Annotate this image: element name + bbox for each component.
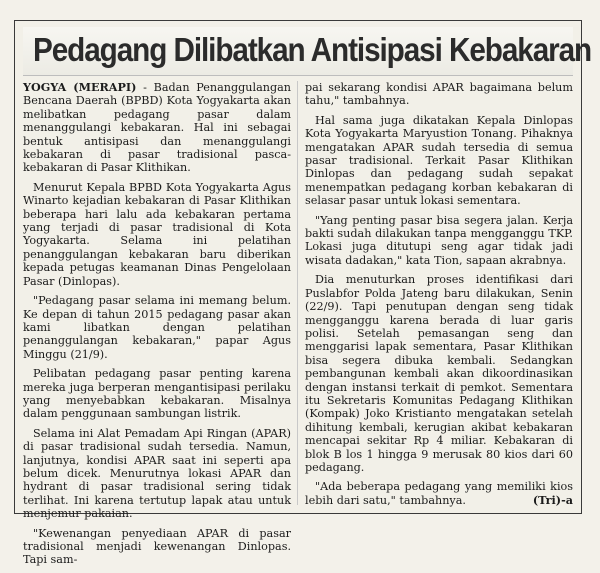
right-column <box>305 81 573 513</box>
headline-box <box>23 27 592 76</box>
lead-text: - Badan Penanggulangan Bencana Daerah (BPBD) Kota Yogyakarta akan melibatkan pedagang pasar dalam menanggulangi kebakaran. Hal ini sebagai bentuk antisipasi dan menanggulangi kebakaran di pasar tradisional pasca-kebakaran di Pasar Klithikan. <box>23 81 291 175</box>
paragraph: pai sekarang kondisi APAR bagaimana belum tahu," tambahnya. <box>305 81 573 108</box>
lead-paragraph <box>23 81 291 175</box>
closing-text: "Ada beberapa pedagang yang memiliki kios lebih dari satu," tambahnya. <box>305 480 573 507</box>
paragraph: "Yang penting pasar bisa segera jalan. Kerja bakti sudah dilakukan tanpa mengganggu TKP. Lokasi juga ditutupi seng agar tidak jadi wisata dadakan," kata Tion, sapaan akrabnya. <box>305 213 573 267</box>
paragraph: "Pedagang pasar selama ini memang belum. Ke depan di tahun 2015 pedagang pasar akan kami libatkan dengan pelatihan penanggulangan kebakaran," papar Agus Minggu (21/9). <box>23 294 291 361</box>
column-divider <box>297 81 298 505</box>
paragraph: Hal sama juga dikatakan Kepala Dinlopas Kota Yogyakarta Maryustion Tonang. Pihaknya mengatakan APAR sudah tersedia di semua pasar tradisional. Terkait Pasar Klithikan Dinlopas dan pedagang sudah sepakat menempatkan pedagang korban kebakaran di selasar pasar untuk lokasi sementara. <box>305 113 573 208</box>
byline: (Tri)-a <box>532 492 573 507</box>
left-column <box>23 81 291 573</box>
paragraph: Menurut Kepala BPBD Kota Yogyakarta Agus Winarto kejadian kebakaran di Pasar Klithikan beberapa hari lalu ada kebakaran pertama yang terjadi di pasar tradisional di Kota Yogyakarta. Selama ini pelatihan penanggulangan kebakaran baru diberikan kepada petugas keamanan Dinas Pengelolaan Pasar (Dinlopas). <box>23 180 291 288</box>
paragraph: "Kewenangan penyediaan APAR di pasar tradisional menjadi kewenangan Dinlopas. Tapi sam- <box>23 526 291 567</box>
closing-paragraph <box>305 480 573 507</box>
paragraph: Dia menuturkan proses identifikasi dari Puslabfor Polda Jateng baru dilakukan, Senin (22/9). Tapi penutupan dengan seng tidak mengganggu karena berada di luar garis polisi. Setelah pemasangan seng dan menggarisi lapak sementara, Pasar Klithikan bisa segera dibuka kembali. Sedangkan pembangunan kembali akan dikoordinasikan dengan instansi terkait di pemkot. Sementara itu Sekretaris Komunitas Pedagang Klithikan (Kompak) Joko Kristianto mengatakan setelah dihitung kembali, kerugian akibat kebakaran mencapai sekitar Rp 4 miliar. Kebakaran di blok B los 1 hingga 9 merusak 80 kios dari 60 pedagang. <box>305 273 573 474</box>
paragraph: Pelibatan pedagang pasar penting karena mereka juga berperan mengantisipasi perilaku yang menyebabkan kebakaran. Misalnya dalam penggunaan sambungan listrik. <box>23 367 291 421</box>
newspaper-clipping <box>14 20 592 567</box>
headline: Pedagang Dilibatkan Antisipasi Kebakaran <box>33 31 592 68</box>
paragraph: Selama ini Alat Pemadam Api Ringan (APAR) di pasar tradisional sudah tersedia. Namun, lanjutnya, kondisi APAR saat ini seperti apa belum dicek. Menurutnya lokasi APAR dan hydrant di pasar tradisional sering tidak terlihat. Ini karena tertutup lapak atau untuk menjemur pakaian. <box>23 426 291 521</box>
dateline: YOGYA (MERAPI) <box>23 80 137 94</box>
